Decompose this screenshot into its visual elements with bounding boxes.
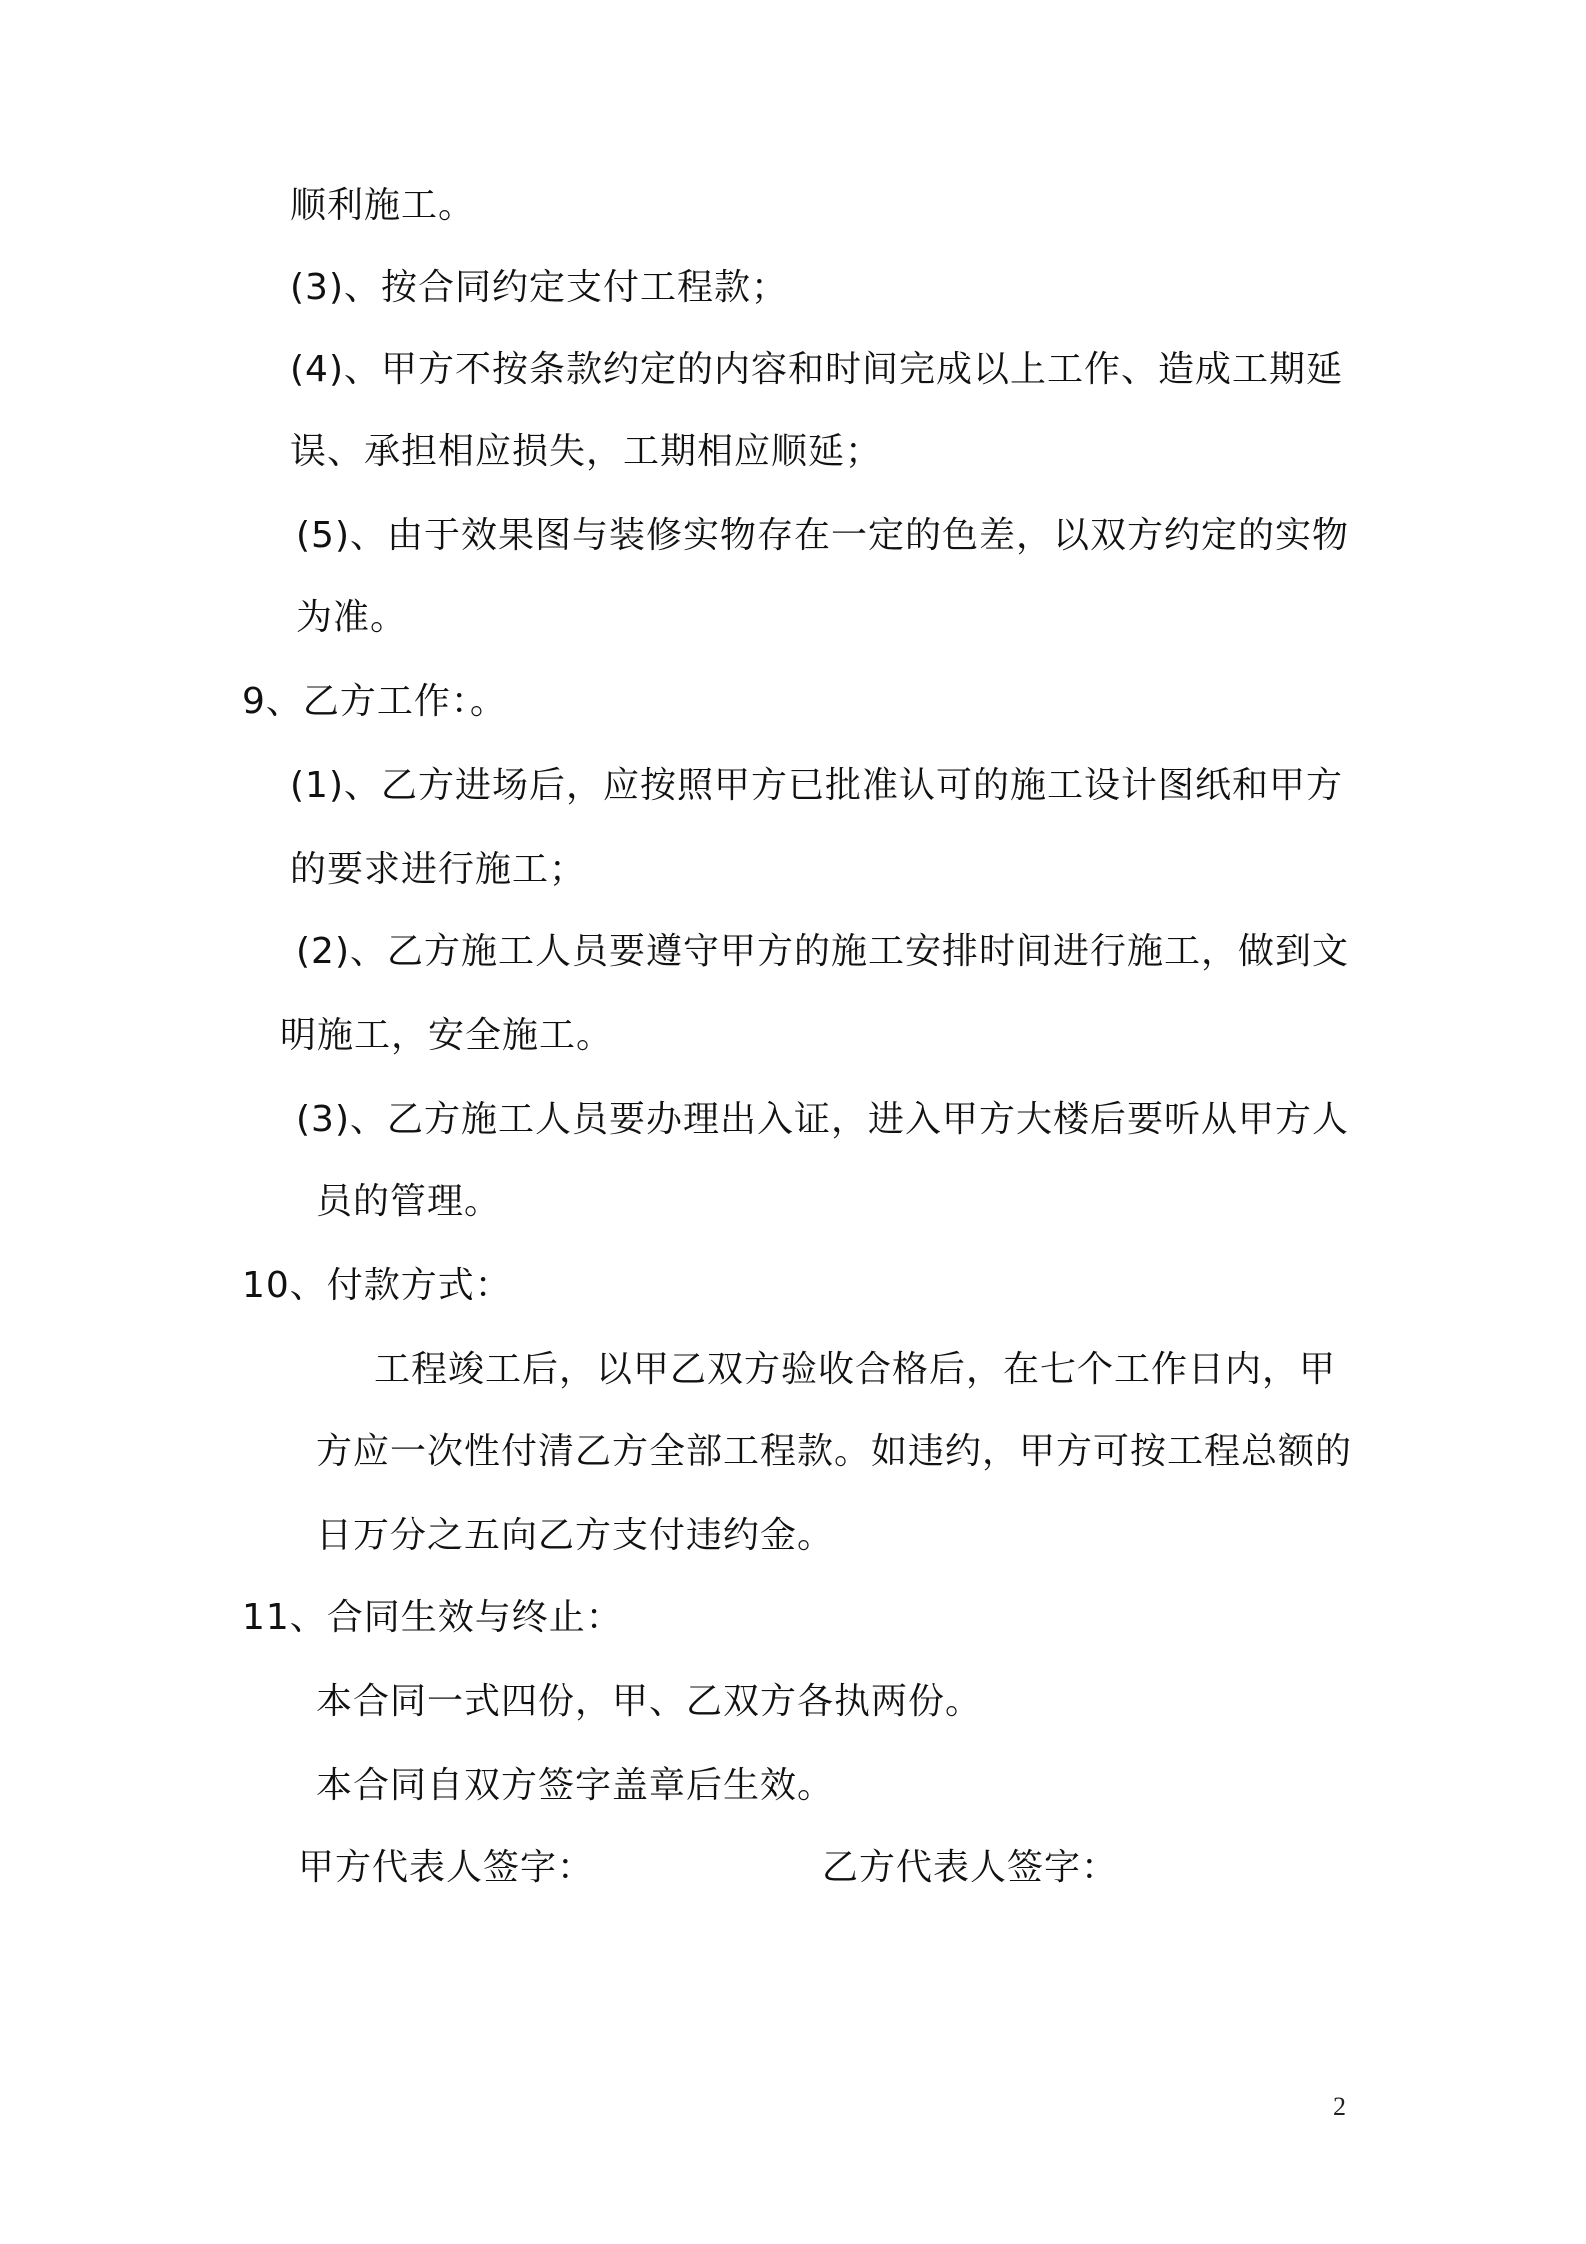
text-line: 本合同自双方签字盖章后生效。 [316, 1765, 835, 1806]
text-line: 为准。 [296, 597, 408, 638]
section-heading: 9、乙方工作：。 [242, 681, 507, 722]
text-line: (3)、按合同约定支付工程款； [290, 267, 788, 308]
text-line: (3)、乙方施工人员要办理出入证，进入甲方大楼后要听从甲方人 [296, 1099, 1349, 1140]
section-heading: 10、付款方式： [242, 1265, 512, 1306]
text-line: (4)、甲方不按条款约定的内容和时间完成以上工作、造成工期延 [290, 349, 1343, 390]
text-line: 顺利施工。 [290, 185, 476, 226]
text-line: 日万分之五向乙方支付违约金。 [316, 1515, 835, 1556]
text-line: (5)、由于效果图与装修实物存在一定的色差，以双方约定的实物 [296, 515, 1349, 556]
signature-party-b: 乙方代表人签字： [822, 1847, 1119, 1888]
text-line: 方应一次性付清乙方全部工程款。如违约，甲方可按工程总额的 [316, 1431, 1353, 1472]
page-number: 2 [1333, 2092, 1346, 2121]
text-line: 的要求进行施工； [290, 849, 587, 890]
signature-party-a: 甲方代表人签字： [298, 1847, 595, 1888]
text-line: 明施工，安全施工。 [280, 1015, 614, 1056]
text-line: (2)、乙方施工人员要遵守甲方的施工安排时间进行施工，做到文 [296, 931, 1349, 972]
text-line: 本合同一式四份，甲、乙双方各执两份。 [316, 1681, 983, 1722]
text-line: 员的管理。 [316, 1181, 502, 1222]
text-line: 工程竣工后，以甲乙双方验收合格后，在七个工作日内，甲 [374, 1349, 1337, 1390]
text-line: 误、承担相应损失，工期相应顺延； [290, 431, 883, 472]
text-line: (1)、乙方进场后，应按照甲方已批准认可的施工设计图纸和甲方 [290, 765, 1343, 806]
section-heading: 11、合同生效与终止： [242, 1597, 623, 1638]
